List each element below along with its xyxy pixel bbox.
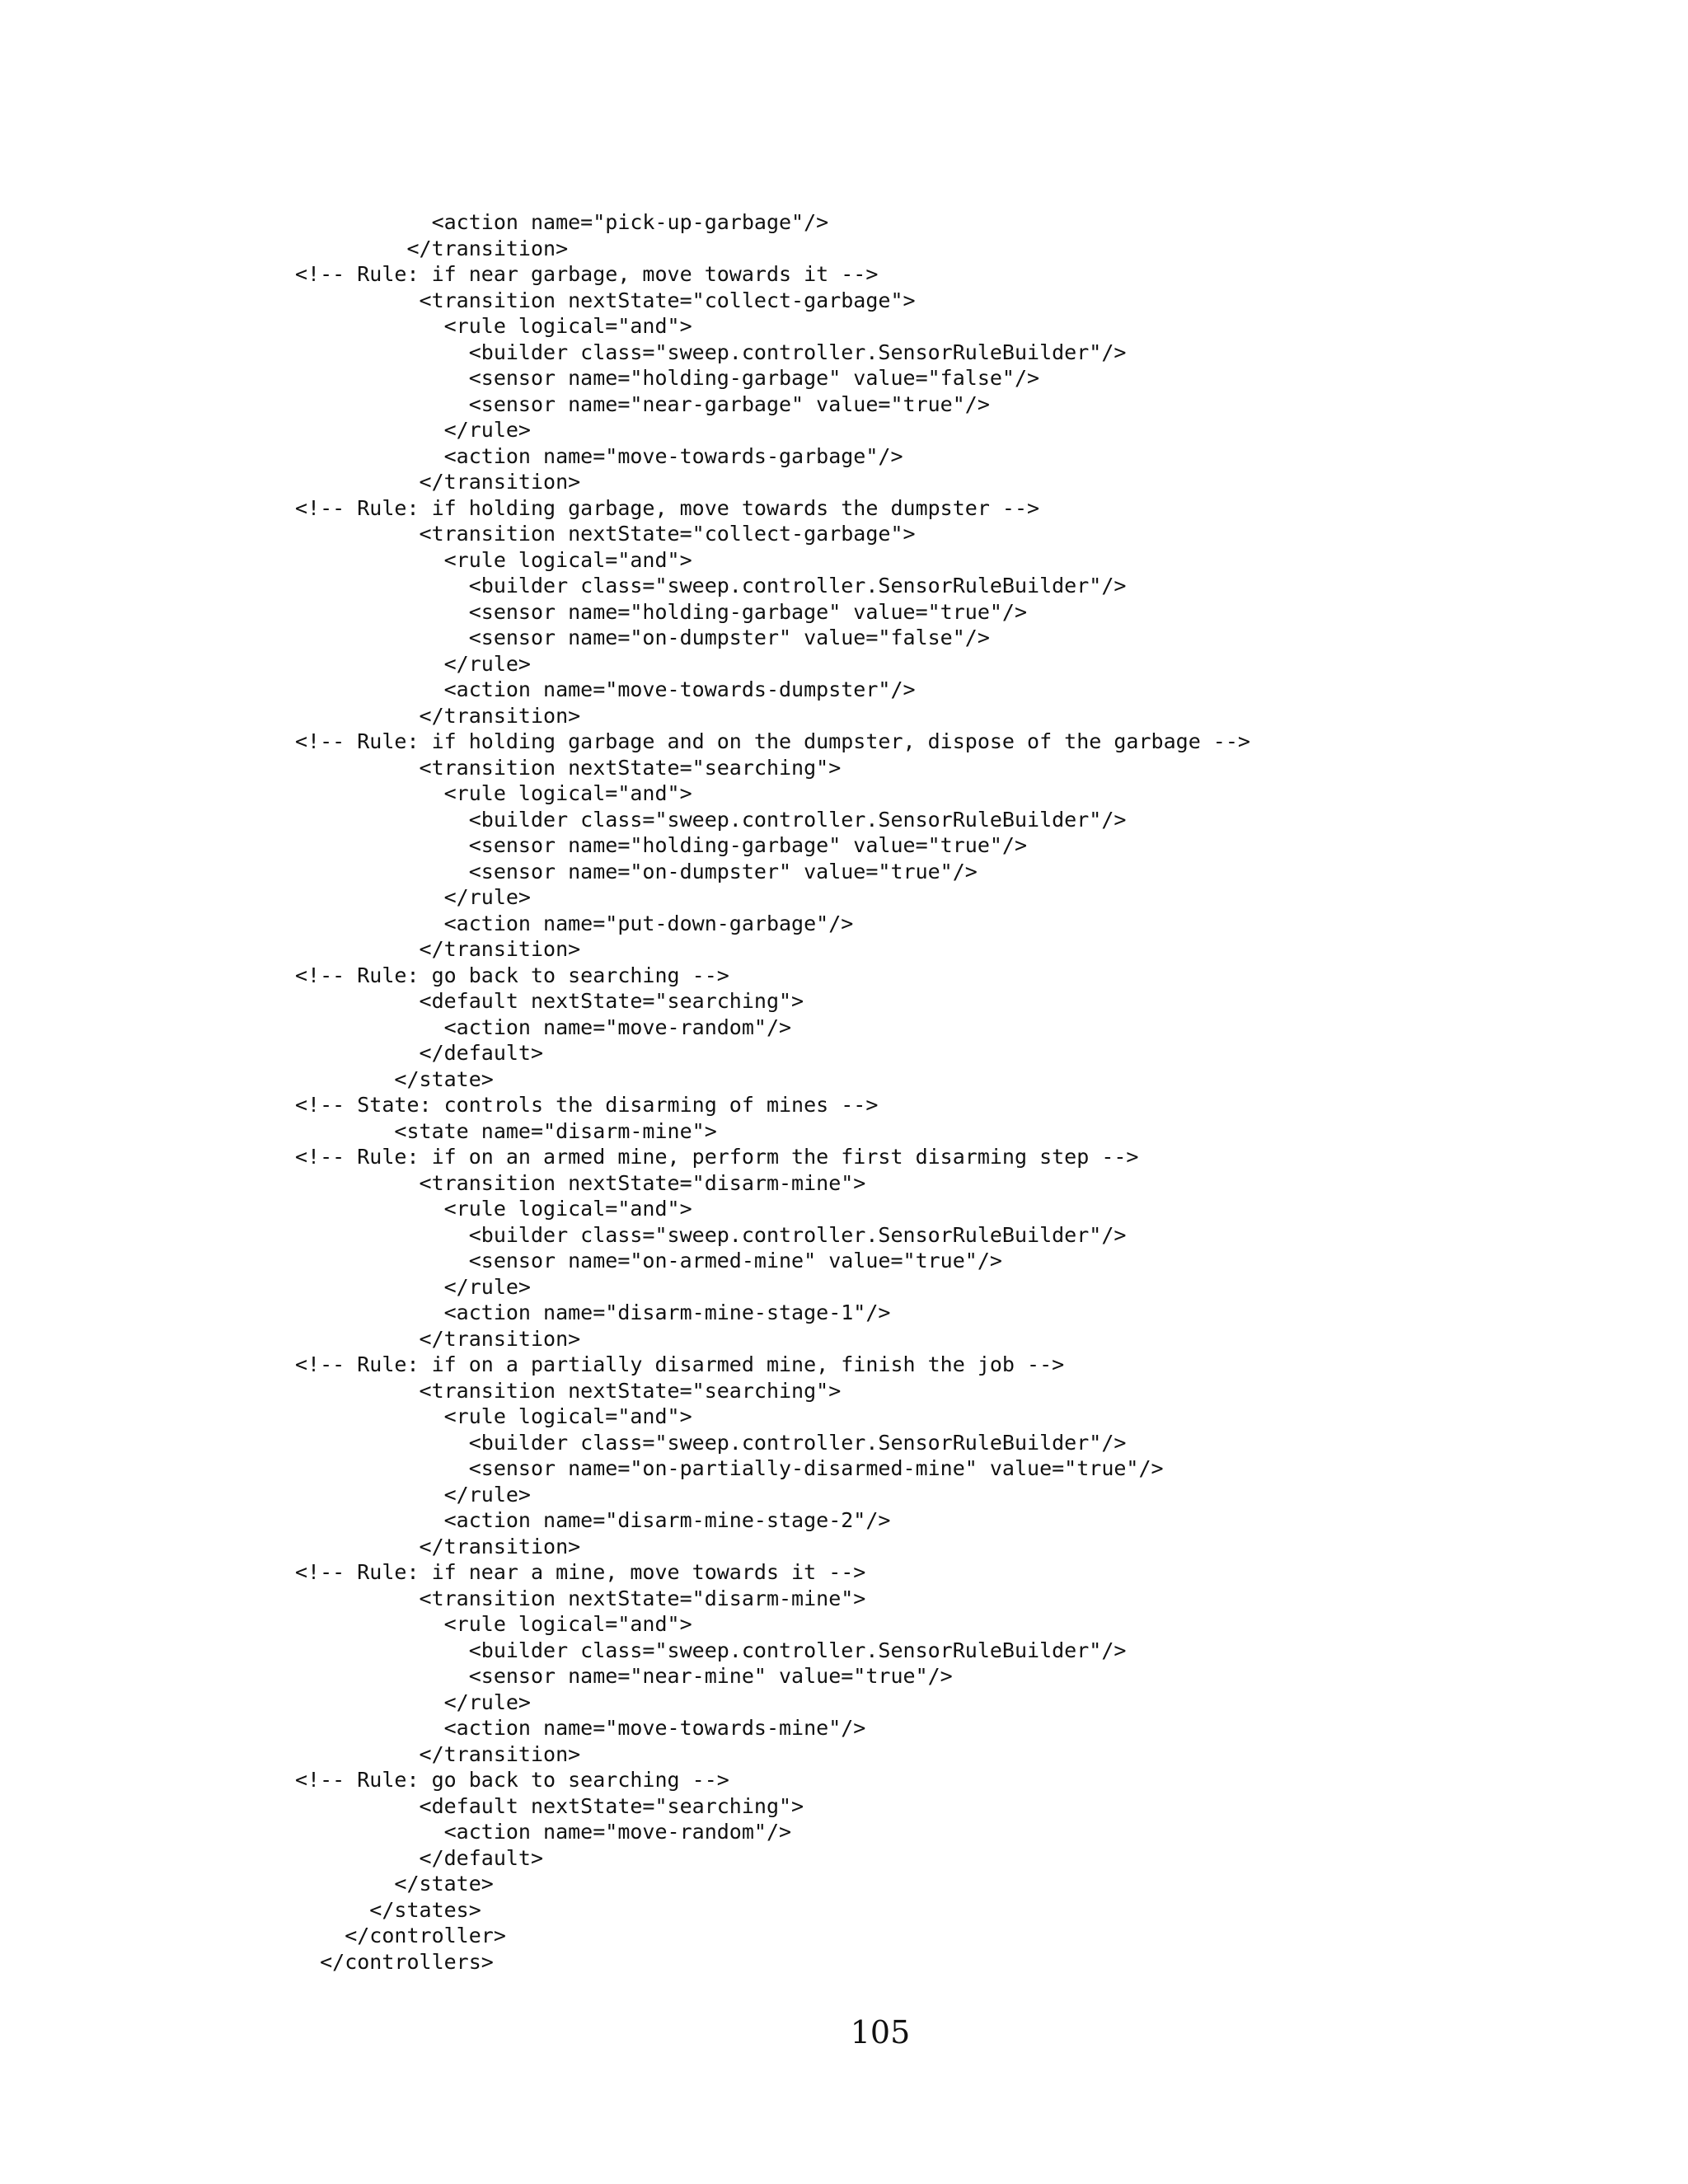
code-line: <builder class="sweep.controller.SensorRuleBuilder"/> [295,340,1127,364]
code-line: <transition nextState="searching"> [295,755,842,780]
code-line: <sensor name="near-garbage" value="true"/> [295,391,990,416]
code-line: <!-- Rule: go back to searching --> [295,1768,729,1792]
code-line: <action name="disarm-mine-stage-1"/> [295,1301,891,1324]
code-line: <sensor name="holding-garbage" value="true"/> [295,599,1028,624]
code-line: <rule logical="and"> [295,781,692,805]
code-line: </rule> [295,651,531,676]
code-line: <!-- State: controls the disarming of mines --> [295,1093,879,1117]
code-line: </controllers> [295,1949,494,1974]
code-line: </default> [295,1041,544,1065]
code-line: <rule logical="and"> [295,1404,692,1428]
code-line: <sensor name="on-armed-mine" value="true"/> [295,1249,1002,1272]
code-line: <rule logical="and"> [295,1197,692,1221]
code-line: </transition> [295,1534,581,1558]
code-line: <builder class="sweep.controller.SensorRuleBuilder"/> [295,1430,1127,1455]
code-line: <!-- Rule: if holding garbage and on the dumpster, dispose of the garbage --> [295,729,1250,753]
code-line: <transition nextState="collect-garbage"> [295,288,916,312]
code-line: </rule> [295,885,531,909]
code-line: <action name="pick-up-garbage"/> [295,210,829,234]
code-line: </transition> [295,937,581,961]
code-line: </state> [295,1872,494,1896]
code-line: <action name="move-random"/> [295,1015,792,1039]
code-line: <builder class="sweep.controller.SensorRuleBuilder"/> [295,807,1127,832]
code-line: <transition nextState="disarm-mine"> [295,1586,866,1610]
code-line: </transition> [295,1326,581,1351]
code-line: <!-- Rule: if holding garbage, move towards the dumpster --> [295,495,1040,520]
code-line: </states> [295,1897,481,1922]
code-line: </state> [295,1066,494,1091]
code-line: <!-- Rule: if on an armed mine, perform the first disarming step --> [295,1145,1139,1169]
code-line: <action name="disarm-mine-stage-2"/> [295,1508,891,1532]
code-line: <default nextState="searching"> [295,1793,804,1818]
code-line: </transition> [295,1741,581,1766]
code-line: </rule> [295,418,531,442]
code-line: <!-- Rule: if on a partially disarmed mine, finish the job --> [295,1352,1065,1376]
code-line: <rule logical="and"> [295,547,692,572]
page-number: 105 [850,2014,911,2050]
code-line: <rule logical="and"> [295,314,692,338]
code-line: <action name="move-towards-mine"/> [295,1716,866,1740]
code-line: <sensor name="on-dumpster" value="false"/> [295,626,990,649]
code-line: <sensor name="on-dumpster" value="true"/> [295,859,978,883]
code-line: <sensor name="holding-garbage" value="false"/> [295,366,1040,390]
code-line: <sensor name="on-partially-disarmed-mine" value="true"/> [295,1456,1164,1480]
code-line: <!-- Rule: go back to searching --> [295,963,729,987]
code-line: </rule> [295,1274,531,1299]
code-line: </transition> [295,703,581,728]
code-line: <builder class="sweep.controller.SensorRuleBuilder"/> [295,1222,1127,1247]
code-line: <action name="move-towards-garbage"/> [295,443,903,468]
code-line: <rule logical="and"> [295,1612,692,1636]
code-line: <builder class="sweep.controller.SensorRuleBuilder"/> [295,574,1127,598]
code-line: <sensor name="near-mine" value="true"/> [295,1664,953,1688]
code-line: <!-- Rule: if near garbage, move towards it --> [295,262,879,286]
code-listing [295,209,1250,1975]
code-line: <action name="put-down-garbage"/> [295,911,854,935]
code-line: <action name="move-towards-dumpster"/> [295,677,916,701]
code-line: <transition nextState="searching"> [295,1378,842,1403]
code-line: <action name="move-random"/> [295,1820,792,1844]
code-line: <transition nextState="disarm-mine"> [295,1170,866,1195]
code-line: </rule> [295,1482,531,1507]
code-line: </rule> [295,1690,531,1714]
code-line: </default> [295,1845,544,1870]
code-line: </transition> [295,236,569,260]
code-line: <!-- Rule: if near a mine, move towards it --> [295,1560,866,1584]
code-line: </transition> [295,470,581,494]
code-line: <default nextState="searching"> [295,989,804,1013]
code-line: <sensor name="holding-garbage" value="true"/> [295,833,1028,857]
code-line: <transition nextState="collect-garbage"> [295,522,916,546]
code-line: <builder class="sweep.controller.SensorRuleBuilder"/> [295,1638,1127,1662]
code-line: <state name="disarm-mine"> [295,1118,717,1143]
code-line: </controller> [295,1924,506,1947]
